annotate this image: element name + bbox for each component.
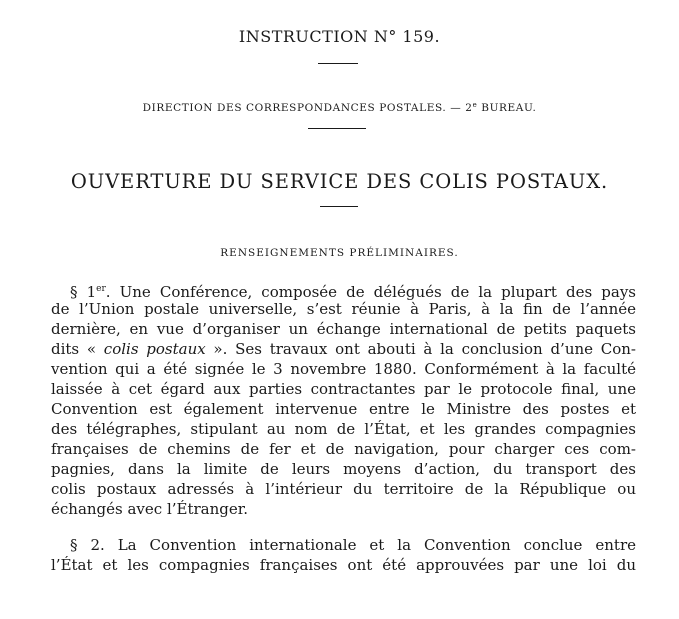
instruction-title: INSTRUCTION N° 159.	[238, 27, 441, 46]
paragraph1-italic-term: colis postaux	[103, 340, 206, 358]
paragraph1-line: laissée à cet égard aux parties contractantes par le protocole final, une	[51, 380, 636, 398]
direction-text: DIRECTION DES CORRESPONDANCES POSTALES. — 2	[142, 102, 473, 114]
paragraph1-line: pagnies, dans la limite de leurs moyens d’action, du transport des	[51, 460, 636, 478]
paragraph1-text: . Une Conférence, composée de délégués de la plupart des pays	[105, 283, 636, 301]
direction-rule	[308, 128, 366, 129]
paragraph1-text: dits «	[51, 340, 104, 358]
main-heading: OUVERTURE DU SERVICE DES COLIS POSTAUX.	[70, 170, 609, 193]
paragraph1-line: de l’Union postale universelle, s’est réunie à Paris, à la fin de l’année	[51, 300, 636, 318]
paragraph1-line: vention qui a été signée le 3 novembre 1880. Conformément à la faculté	[51, 360, 636, 378]
paragraph1-line: Convention est également intervenue entre le Ministre des postes et	[51, 400, 636, 418]
direction-superscript: e	[472, 101, 478, 109]
paragraph1-line: dernière, en vue d’organiser un échange international de petits paquets	[51, 320, 636, 338]
paragraph1-number-sup: er	[96, 284, 106, 294]
direction-line	[0, 101, 679, 114]
heading-rule	[320, 206, 358, 207]
paragraph1-line: françaises de chemins de fer et de navigation, pour charger ces com-	[51, 440, 636, 458]
paragraph2-line: l’État et les compagnies françaises ont été approuvées par une loi du	[51, 556, 636, 574]
section-heading: RENSEIGNEMENTS PRÉLIMINAIRES.	[220, 247, 459, 259]
paragraph1-line: échangés avec l’Étranger.	[51, 500, 249, 518]
paragraph1-text: ». Ses travaux ont abouti à la conclusion d’une Con-	[205, 340, 636, 358]
paragraph1-number: § 1	[70, 283, 97, 301]
paragraph1-line	[51, 339, 636, 359]
paragraph2-line: § 2. La Convention internationale et la Convention conclue entre	[70, 536, 636, 554]
paragraph1-line: colis postaux adressés à l’intérieur du territoire de la République ou	[51, 480, 636, 498]
title-rule	[318, 63, 358, 64]
direction-bureau: BUREAU.	[477, 102, 537, 114]
paragraph1-line: des télégraphes, stipulant au nom de l’État, et les grandes compagnies	[51, 420, 636, 438]
